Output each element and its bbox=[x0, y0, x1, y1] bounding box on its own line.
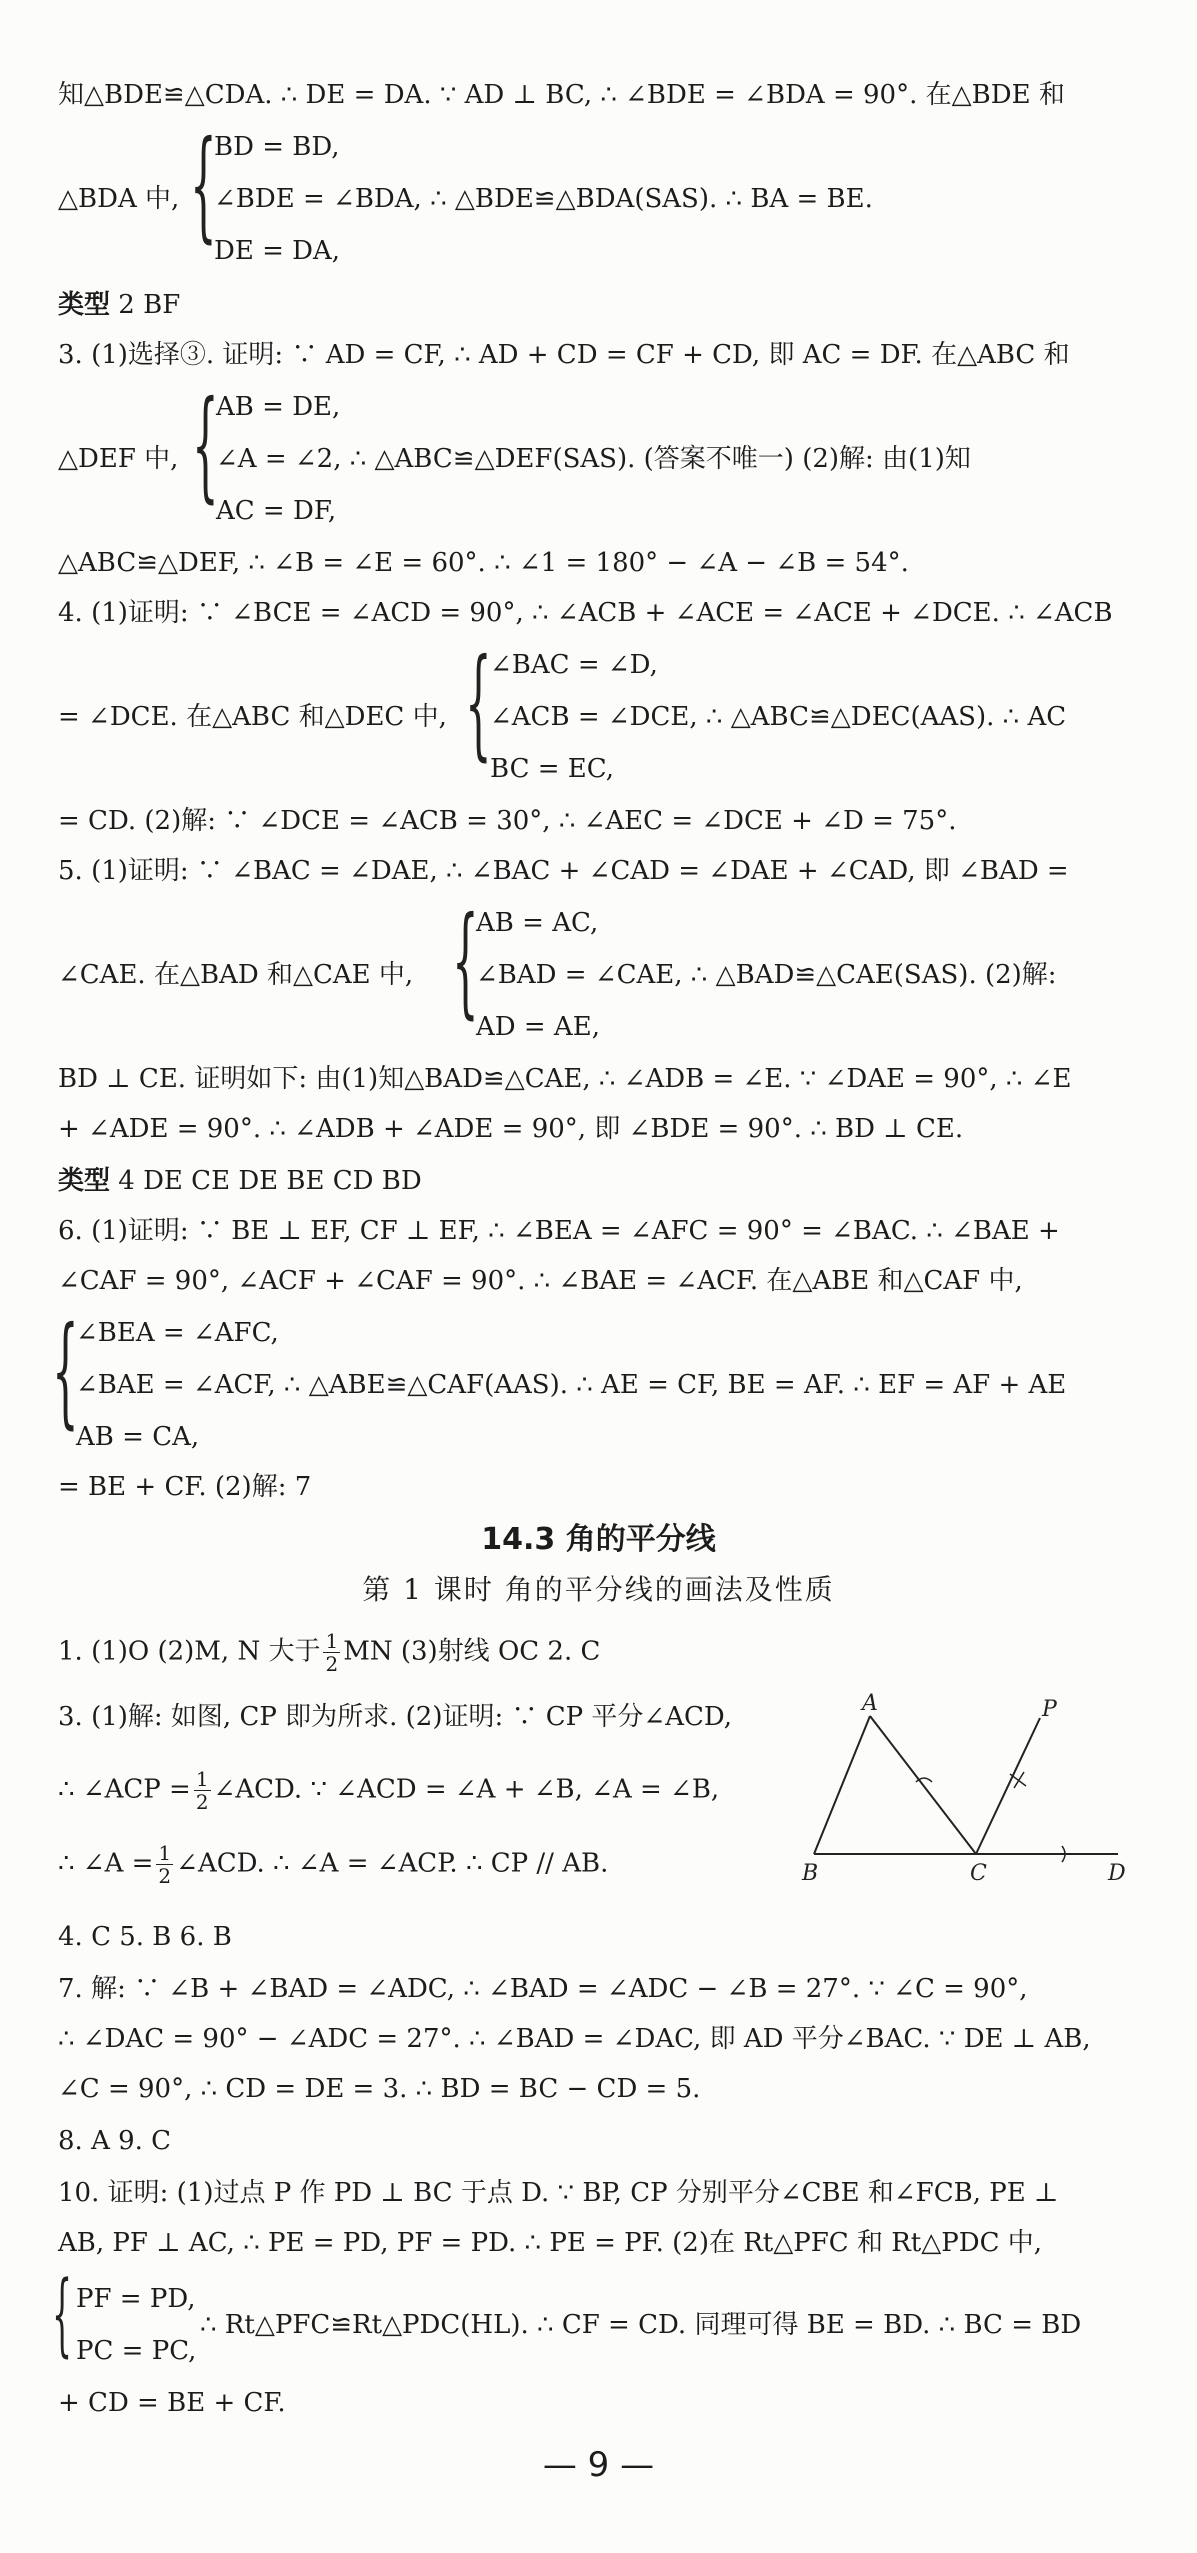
text-line: 3. (1)解: 如图, CP 即为所求. (2)证明: ∵ CP 平分∠ACD, bbox=[58, 1702, 733, 1732]
type-answers: 2 BF bbox=[110, 290, 181, 320]
text-line: AB = AC, bbox=[476, 908, 599, 938]
point-label-a: A bbox=[862, 1691, 878, 1716]
text-line: + ∠ADE = 90°. ∴ ∠ADB + ∠ADE = 90°, 即 ∠BDE = 90°. ∴ BD ⊥ CE. bbox=[58, 1114, 964, 1144]
text-line: BD = BD, bbox=[214, 132, 340, 162]
text-line: AD = AE, bbox=[476, 1012, 600, 1042]
text-line: AB = CA, bbox=[76, 1422, 200, 1452]
system-brace: { bbox=[465, 634, 492, 773]
text-line: PC = PC, bbox=[76, 2336, 197, 2366]
text-line: 10. 证明: (1)过点 P 作 PD ⊥ BC 于点 D. ∵ BP, CP 分别平分∠CBE 和∠FCB, PE ⊥ bbox=[58, 2178, 1059, 2208]
fraction-numerator: 1 bbox=[158, 1841, 172, 1865]
fraction bbox=[323, 1630, 340, 1675]
system-brace: { bbox=[190, 116, 217, 255]
text-line: 8. A 9. C bbox=[58, 2126, 172, 2156]
point-label-b: B bbox=[802, 1861, 819, 1886]
fraction-numerator: 1 bbox=[195, 1767, 209, 1791]
lesson-title: 第 1 课时 角的平分线的画法及性质 bbox=[362, 1573, 835, 1606]
system-brace: { bbox=[192, 376, 219, 515]
text-line bbox=[58, 1842, 777, 1887]
q3b-part-a: ∴ ∠ACP = bbox=[58, 1774, 191, 1805]
text-line: = CD. (2)解: ∵ ∠DCE = ∠ACB = 30°, ∴ ∠AEC = ∠DCE + ∠D = 75°. bbox=[58, 806, 957, 836]
ray-cp bbox=[976, 1718, 1040, 1854]
text-line: AB = DE, bbox=[216, 392, 341, 422]
text-line: ∠BEA = ∠AFC, bbox=[76, 1318, 279, 1348]
type-label: 类型 bbox=[58, 290, 111, 320]
fraction-numerator: 1 bbox=[325, 1629, 339, 1653]
text-line: = BE + CF. (2)解: 7 bbox=[58, 1472, 312, 1502]
fraction bbox=[194, 1768, 211, 1813]
text-line: ∠CAF = 90°, ∠ACF + ∠CAF = 90°. ∴ ∠BAE = ∠ACF. 在△ABE 和△CAF 中, bbox=[58, 1266, 1023, 1296]
text-line bbox=[58, 1768, 777, 1813]
type-heading bbox=[58, 1164, 1157, 1198]
text-line: ∴ ∠DAC = 90° − ∠ADC = 27°. ∴ ∠BAD = ∠DAC, 即 AD 平分∠BAC. ∵ DE ⊥ AB, bbox=[58, 2024, 1091, 2054]
text-line: BD ⊥ CE. 证明如下: 由(1)知△BAD≌△CAE, ∴ ∠ADB = ∠E. ∵ ∠DAE = 90°, ∴ ∠E bbox=[58, 1064, 1072, 1094]
text-line: 7. 解: ∵ ∠B + ∠BAD = ∠ADC, ∴ ∠BAD = ∠ADC − ∠B = 27°. ∵ ∠C = 90°, bbox=[58, 1974, 1028, 2004]
point-label-p: P bbox=[1042, 1697, 1057, 1722]
system-brace: { bbox=[452, 892, 479, 1031]
q3c-part-a: ∴ ∠A = bbox=[58, 1848, 154, 1879]
text-line: = ∠DCE. 在△ABC 和△DEC 中, bbox=[58, 702, 447, 732]
text-line: ∠A = ∠2, ∴ △ABC≌△DEF(SAS). (答案不唯一) (2)解: 由(1)知 bbox=[216, 444, 971, 474]
geometry-figure bbox=[800, 1690, 1140, 1890]
text-line bbox=[58, 1630, 1157, 1675]
text-line: △ABC≌△DEF, ∴ ∠B = ∠E = 60°. ∴ ∠1 = 180° − ∠A − ∠B = 54°. bbox=[58, 548, 909, 578]
type-label: 类型 bbox=[58, 1166, 111, 1196]
text-line: ∠BAC = ∠D, bbox=[490, 650, 658, 680]
text-line: ∠BDE = ∠BDA, ∴ △BDE≌△BDA(SAS). ∴ BA = BE. bbox=[214, 184, 873, 214]
text-line: ∠CAE. 在△BAD 和△CAE 中, bbox=[58, 960, 414, 990]
fraction bbox=[156, 1842, 173, 1887]
text-line: ∠BAD = ∠CAE, ∴ △BAD≌△CAE(SAS). (2)解: bbox=[476, 960, 1057, 990]
text-line: AC = DF, bbox=[216, 496, 337, 526]
text-line: 4. C 5. B 6. B bbox=[58, 1922, 232, 1952]
text-line: 4. (1)证明: ∵ ∠BCE = ∠ACD = 90°, ∴ ∠ACB + ∠ACE = ∠ACE + ∠DCE. ∴ ∠ACB bbox=[58, 598, 1113, 628]
segment-ac bbox=[870, 1716, 976, 1854]
text-line: 知△BDE≌△CDA. ∴ DE = DA. ∵ AD ⊥ BC, ∴ ∠BDE = ∠BDA = 90°. 在△BDE 和 bbox=[58, 80, 1065, 110]
text-line: AB, PF ⊥ AC, ∴ PE = PD, PF = PD. ∴ PE = PF. (2)在 Rt△PFC 和 Rt△PDC 中, bbox=[58, 2228, 1042, 2258]
text-line: DE = DA, bbox=[214, 236, 341, 266]
text-line: ∴ Rt△PFC≌Rt△PDC(HL). ∴ CF = CD. 同理可得 BE = BD. ∴ BC = BD bbox=[200, 2310, 1082, 2340]
text-line: △DEF 中, bbox=[58, 444, 179, 474]
text-line: 3. (1)选择③. 证明: ∵ AD = CF, ∴ AD + CD = CF + CD, 即 AC = DF. 在△ABC 和 bbox=[58, 340, 1070, 370]
type-heading bbox=[58, 288, 1157, 322]
point-label-d: D bbox=[1108, 1861, 1126, 1886]
system-brace: { bbox=[52, 2262, 73, 2367]
system-brace: { bbox=[52, 1302, 79, 1441]
fraction-denominator: 2 bbox=[158, 1864, 172, 1888]
point-label-c: C bbox=[970, 1861, 987, 1886]
text-line: ∠C = 90°, ∴ CD = DE = 3. ∴ BD = BC − CD = 5. bbox=[58, 2074, 701, 2104]
page-number: — 9 — bbox=[542, 2445, 655, 2485]
section-title: 14.3 角的平分线 bbox=[481, 1522, 716, 1557]
text-line: ∠BAE = ∠ACF, ∴ △ABE≌△CAF(AAS). ∴ AE = CF, BE = AF. ∴ EF = AF + AE bbox=[76, 1370, 1067, 1400]
text-line: 5. (1)证明: ∵ ∠BAC = ∠DAE, ∴ ∠BAC + ∠CAD = ∠DAE + ∠CAD, 即 ∠BAD = bbox=[58, 856, 1069, 886]
text-line: ∠ACB = ∠DCE, ∴ △ABC≌△DEC(AAS). ∴ AC bbox=[490, 702, 1067, 732]
q3b-part-b: ∠ACD. ∵ ∠ACD = ∠A + ∠B, ∠A = ∠B, bbox=[213, 1774, 720, 1805]
text-line: 6. (1)证明: ∵ BE ⊥ EF, CF ⊥ EF, ∴ ∠BEA = ∠AFC = 90° = ∠BAC. ∴ ∠BAE + bbox=[58, 1216, 1060, 1246]
q3c-part-b: ∠ACD. ∴ ∠A = ∠ACP. ∴ CP // AB. bbox=[176, 1848, 609, 1879]
fraction-denominator: 2 bbox=[325, 1652, 339, 1676]
fraction-denominator: 2 bbox=[195, 1790, 209, 1814]
q1-part-a: 1. (1)O (2)M, N 大于 bbox=[58, 1636, 321, 1667]
text-line: + CD = BE + CF. bbox=[58, 2388, 286, 2418]
segment-ab bbox=[814, 1716, 870, 1854]
text-line: BC = EC, bbox=[490, 754, 615, 784]
q1-part-b: MN (3)射线 OC 2. C bbox=[343, 1636, 601, 1667]
text-line: △BDA 中, bbox=[58, 184, 180, 214]
text-line: PF = PD, bbox=[76, 2284, 196, 2314]
type-answers: 4 DE CE DE BE CD BD bbox=[110, 1166, 422, 1196]
